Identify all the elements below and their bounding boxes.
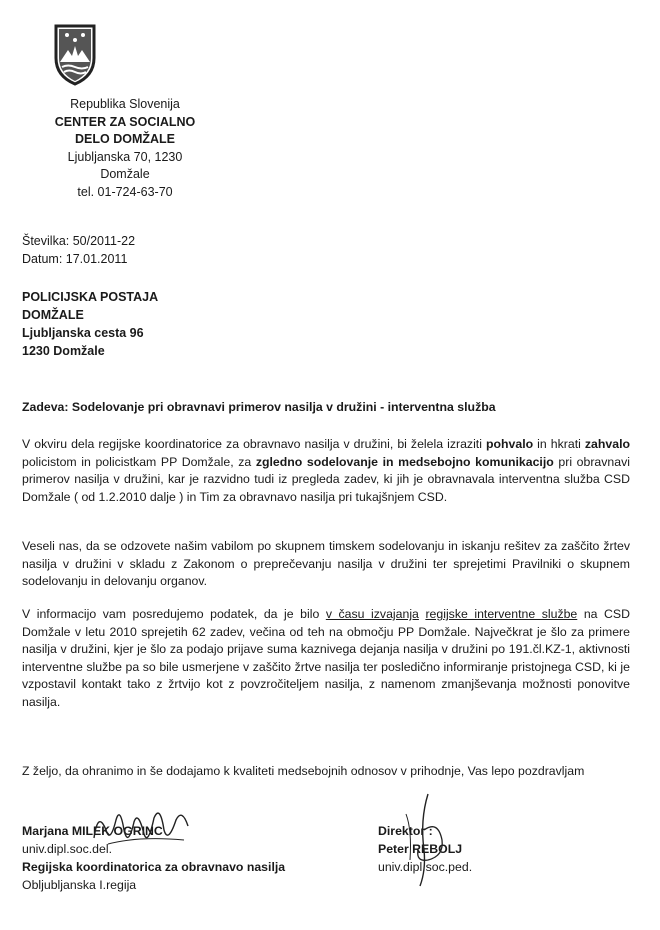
- header-institution-2: DELO DOMŽALE: [75, 132, 175, 146]
- document-meta: [22, 232, 135, 268]
- signer-left-title: univ.dipl.soc.del.: [22, 842, 112, 856]
- paragraph-2: Veseli nas, da se odzovete našim vabilom po skupnem timskem sodelovanju in iskanju rešitev za zaščito žrtev nasilja v družini v skladu z Zakonom o preprečevanju nasilja v družini ter sprejetimi Pravilniki o skupnem sodelovanju in delovanju organov.: [22, 539, 630, 588]
- recipient-address: [22, 288, 158, 360]
- paragraph-3: [22, 606, 630, 711]
- paragraph-closing: Z željo, da ohranimo in še dodajamo k kvaliteti medsebojnih odnosov v prihodnje, Vas lepo pozdravljam: [22, 764, 585, 778]
- p1-text-1: V okviru dela regijske koordinatorice za obravnavo nasilja v družini, bi želela izraziti: [22, 437, 486, 451]
- signer-left-region: Obljubljanska I.regija: [22, 878, 137, 892]
- document-date: Datum: 17.01.2011: [22, 252, 128, 266]
- header-country: Republika Slovenija: [70, 97, 180, 111]
- p3-text-3: na CSD Domžale v letu 2010 sprejetih 62 zadev, večina od teh na območju PP Domžale. Največkrat je šlo za primere nasilja v družini, kjer je šlo za podajo prijave suma kaznivega dejanja nasilja v družini po 191.čl.KZ-1, aktivnosti interventne službe pa so bile usmerjene v zaščito žrtve nasilja ter posledično informiranje pristojnega CSD, ki je vzpostavil kontakt tako z žrtvijo kot z povzročiteljem nasilja, z namenom zmanjševanja možnosti ponovitve nasilja.: [22, 607, 630, 709]
- institution-header: [20, 96, 230, 201]
- signer-left-role: Regijska koordinatorica za obravnavo nasilja: [22, 860, 286, 874]
- handwritten-signature-right: [398, 790, 456, 890]
- p1-text-3: policistom in policistkam PP Domžale, za: [22, 454, 256, 469]
- p3-text-1: V informacijo vam posredujemo podatek, da je bilo: [22, 607, 326, 621]
- header-phone: tel. 01-724-63-70: [77, 184, 173, 199]
- p3-underline-2: regijske interventne službe: [425, 607, 578, 621]
- recipient-line-1: POLICIJSKA POSTAJA: [22, 290, 159, 304]
- handwritten-signature-left: [88, 800, 198, 858]
- header-street: Ljubljanska 70, 1230: [67, 149, 183, 164]
- signer-right-name: Peter REBOLJ: [378, 842, 463, 856]
- signer-right-role: Direktor :: [378, 824, 433, 838]
- p1-text-4: pri obravnavi primerov nasilja v družini, kar je razvidno tudi iz pregleda zadev, ki jih je obravnavala interventna služba CSD Domžale ( od 1.2.2010 dalje ) in Tim za obravnavo nasilja pri tukajšnjem CSD.: [22, 454, 630, 504]
- p1-bold-2: zahvalo: [584, 437, 631, 451]
- subject-line: Zadeva: Sodelovanje pri obravnavi primerov nasilja v družini - interventna služba: [22, 400, 496, 414]
- p1-text-2: in hkrati: [533, 437, 585, 451]
- p3-underline-1: v času izvajanja: [325, 607, 419, 621]
- signer-right-title: univ.dipl.soc.ped.: [378, 860, 473, 874]
- p1-bold-3: zgledno sodelovanje in medsebojno komunikacijo: [255, 454, 554, 469]
- signer-left-name: Marjana MILEK OGRINC: [22, 824, 163, 838]
- p1-bold-1: pohvalo: [486, 437, 534, 451]
- recipient-line-2: DOMŽALE: [22, 308, 84, 322]
- recipient-line-4: 1230 Domžale: [22, 344, 105, 358]
- paragraph-1: [22, 436, 630, 506]
- header-city: Domžale: [100, 167, 150, 181]
- recipient-line-3: Ljubljanska cesta 96: [22, 326, 144, 340]
- document-number: Številka: 50/2011-22: [22, 234, 136, 248]
- header-institution: CENTER ZA SOCIALNO: [54, 114, 196, 129]
- coat-of-arms-icon: [52, 24, 98, 86]
